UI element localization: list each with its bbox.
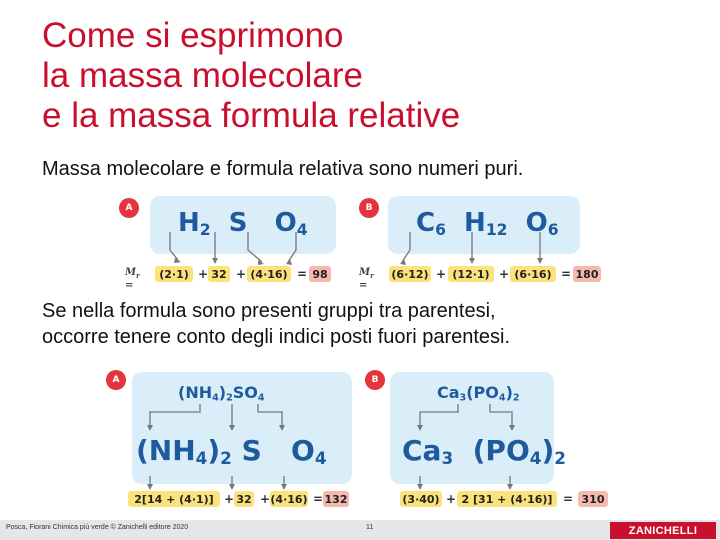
paragraph-line-2: occorre tenere conto degli indici posti fuori parentesi.	[42, 326, 511, 348]
plus-sign: +	[236, 267, 247, 281]
plus-sign: +	[260, 492, 271, 506]
equals-sign: =	[563, 492, 574, 506]
term-a-1: (2·1)	[155, 266, 193, 282]
result-b: 180	[573, 266, 601, 282]
plus-sign: +	[436, 267, 447, 281]
mr-label-b: $M_r$ =	[359, 267, 374, 291]
plus-sign: +	[446, 492, 457, 506]
plus-sign: +	[198, 267, 209, 281]
term2-a-3: (4·16)	[270, 492, 308, 506]
title-line-2: la massa molecolare	[42, 56, 363, 95]
result-a: 98	[309, 266, 331, 282]
formula-c6h12o6: $C_6$ $H_{12}$ $O_6$	[416, 208, 559, 239]
page-number: 11	[366, 524, 374, 531]
formula-ca3po4-2-small: $Ca_3(PO_4)_2$	[437, 383, 520, 404]
badge-a: A	[106, 370, 126, 390]
title-line-3: e la massa formula relative	[42, 96, 461, 135]
formula-h2so4: $H_2$ S $O_4$	[178, 208, 308, 239]
term2-a-2: 32	[234, 491, 254, 507]
equals-sign: =	[313, 492, 324, 506]
result2-a: 132	[324, 492, 348, 506]
term-b-1: (6·12)	[389, 266, 431, 282]
badge-b: B	[359, 198, 379, 218]
equals-sign: =	[297, 267, 308, 281]
formula-ca3po4-2-large: $Ca_3$ $(PO_4)_2$	[402, 434, 566, 469]
badge-b: B	[365, 370, 385, 390]
zanichelli-logo: ZANICHELLI	[610, 522, 716, 539]
mr-label-a: $M_r$ =	[125, 267, 140, 291]
term2-b-1: (3·40)	[400, 491, 442, 507]
term-b-2: (12·1)	[448, 266, 494, 282]
term-b-3: (6·16)	[510, 266, 556, 282]
paragraph-pure-numbers: Massa molecolare e formula relativa sono numeri puri.	[42, 158, 524, 180]
term-a-2: 32	[208, 266, 230, 282]
term-a-3: (4·16)	[247, 266, 291, 282]
term2-a-1: 2[14 + (4·1)]	[128, 491, 220, 507]
badge-a: A	[119, 198, 139, 218]
equals-sign: =	[561, 267, 572, 281]
formula-nh4-2so4-small: $(NH_4)_2SO_4$	[178, 383, 265, 404]
term2-b-2: 2 [31 + (4·16)]	[457, 491, 557, 507]
footer-citation: Posca, Fiorani Chimica più verde © Zanichelli editore 2020	[6, 524, 189, 531]
plus-sign: +	[499, 267, 510, 281]
title-line-1: Come si esprimono	[42, 16, 344, 55]
result2-b: 310	[578, 491, 608, 507]
plus-sign: +	[224, 492, 235, 506]
formula-nh4-2so4-large: $(NH_4)_2$ S $O_4$	[136, 434, 327, 469]
paragraph-line-1: Se nella formula sono presenti gruppi tra parentesi,	[42, 300, 496, 322]
